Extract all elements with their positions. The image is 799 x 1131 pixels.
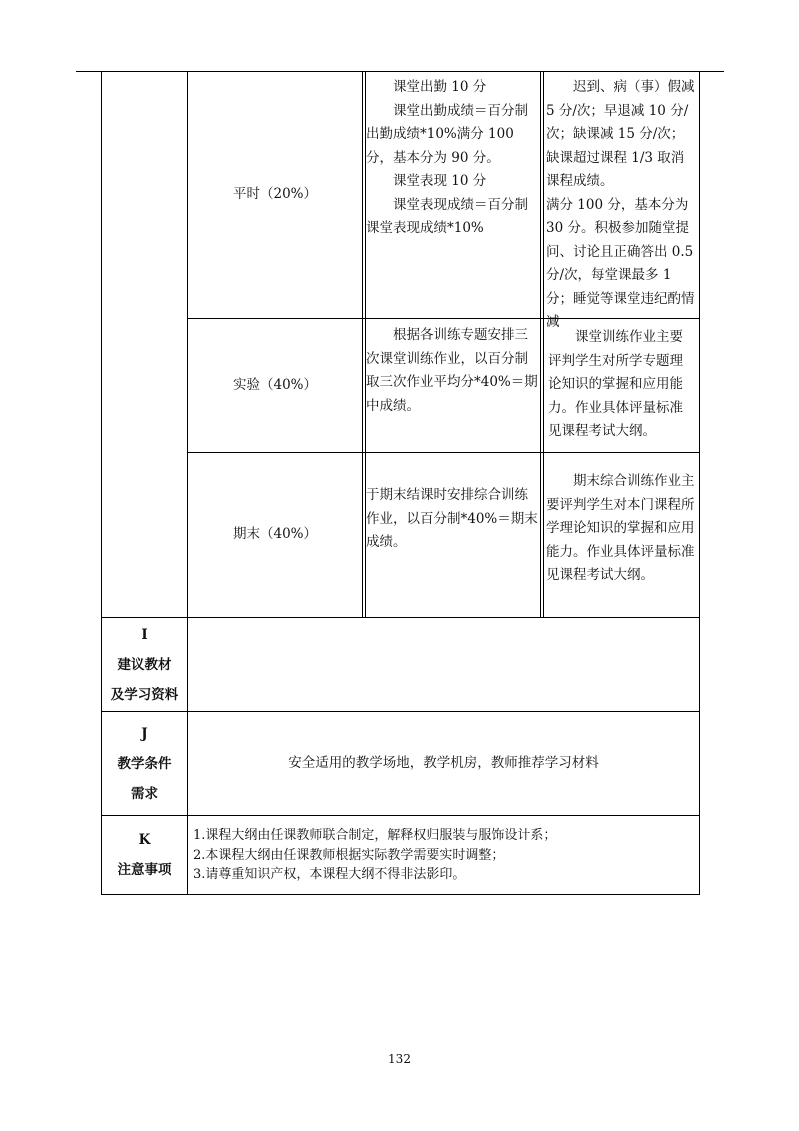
assessment-criteria-regular: 迟到、病（事）假减 5 分/次；早退减 10 分/次；缺课减 15 分/次；缺课超过课程 1/3 取消课程成绩。 满分 100 分，基本分为 30 分。积极参加随堂提问、讨论且正确答出 0.5 分/次，每堂课最多 1 分；睡觉等课堂违纪酌情减 (546, 79, 695, 330)
assessment-criteria-final: 期末综合训练作业主要评判学生对本门课程所学理论知识的掌握和应用能力。作业具体评量标准见课程考试大纲。 (546, 473, 695, 583)
col-divider (699, 71, 700, 895)
page-number: 132 (388, 1052, 411, 1066)
col-divider (362, 71, 363, 618)
section-k-label: K 注意事项 (117, 832, 172, 878)
section-i-content (188, 618, 699, 711)
note-item: 3.请尊重知识产权，本课程大纲不得非法影印。 (193, 867, 466, 882)
note-item: 2.本课程大纲由任课教师根据实际教学需要实时调整； (193, 847, 505, 863)
assessment-method-lab: 根据各训练专题安排三次课堂训练作业，以百分制取三次作业平均分*40%＝期中成绩。 (366, 327, 538, 414)
row-divider (101, 815, 700, 816)
section-i-label: I 建议教材 及学习资料 (110, 626, 179, 703)
section-j-content: 安全适用的教学场地，教学机房，教师推荐学习材料 (288, 754, 599, 771)
section-j-label: J 教学条件 需求 (117, 725, 172, 802)
assessment-criteria-lab: 课堂训练作业主要评判学生对所学专题理论知识的掌握和应用能力。作业具体评量标准见课程考试大纲。 (548, 329, 683, 439)
assessment-item-lab: 实验（40%） (232, 376, 317, 393)
note-item: 1.课程大纲由任课教师联合制定，解释权归服装与服饰设计系； (193, 828, 557, 843)
assessment-method-regular: 课堂出勤 10 分 课堂出勤成绩＝百分制出勤成绩*10%满分 100 分，基本分为 90 分。 课堂表现 10 分 课堂表现成绩＝百分制课堂表现成绩*10% (366, 79, 528, 236)
section-k-notes (193, 826, 697, 885)
assessment-item-final: 期末（40%） (232, 526, 317, 543)
row-divider (101, 894, 700, 895)
assessment-item-regular: 平时（20%） (232, 186, 317, 203)
col-divider (540, 71, 541, 618)
assessment-method-final: 于期末结课时安排综合训练作业，以百分制*40%＝期末成绩。 (366, 487, 538, 550)
